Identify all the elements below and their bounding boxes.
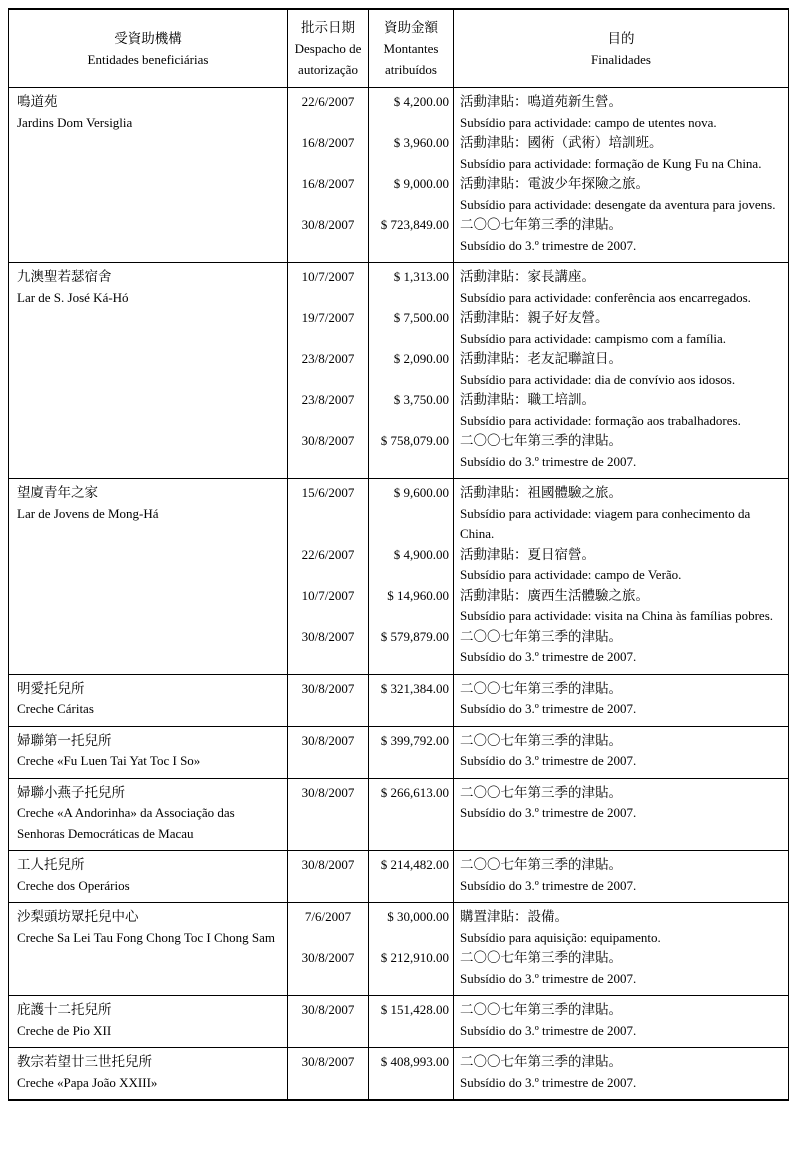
- authorization-date: 15/6/2007: [288, 479, 369, 545]
- authorization-date: 30/8/2007: [288, 1048, 369, 1099]
- purpose-pt: Subsídio do 3.º trimestre de 2007.: [460, 805, 637, 820]
- purpose-cell: [454, 349, 788, 390]
- entity-cell: [9, 779, 288, 851]
- purpose-zh: 活動津貼：夏日宿營。: [460, 546, 595, 562]
- purpose-zh: 活動津貼：廣西生活體驗之旅。: [460, 587, 649, 603]
- entity-name-zh: 鳴道苑: [17, 94, 58, 109]
- entity-cell: [9, 88, 288, 262]
- header-date-pt: Despacho de autorização: [294, 41, 362, 77]
- header-amount-zh: 資助金額: [384, 20, 438, 35]
- header-date-zh: 批示日期: [301, 20, 355, 35]
- authorization-date: 23/8/2007: [288, 349, 369, 390]
- entity-name-pt: Creche «A Andorinha» da Associação das Senhoras Democráticas de Macau: [17, 805, 235, 841]
- purpose-pt: Subsídio para actividade: formação aos trabalhadores.: [460, 412, 741, 428]
- purpose-zh: 活動津貼：國術（武術）培訓班。: [460, 135, 663, 150]
- authorization-date: 30/8/2007: [288, 727, 369, 778]
- purpose-pt: Subsídio do 3.º trimestre de 2007.: [460, 1074, 637, 1090]
- purpose-pt: Subsídio do 3.º trimestre de 2007.: [460, 453, 637, 469]
- granted-amount: $ 212,910.00: [369, 948, 454, 995]
- entity-name-pt: Creche Sa Lei Tau Fong Chong Toc I Chong Sam: [17, 929, 276, 945]
- purpose-pt: Subsídio para aquisição: equipamento.: [460, 929, 661, 945]
- granted-amount: $ 30,000.00: [369, 903, 454, 948]
- purpose-zh: 活動津貼：職工培訓。: [460, 392, 595, 407]
- table-row-group: [9, 674, 788, 726]
- header-entities-pt: Entidades beneficiárias: [87, 51, 209, 67]
- granted-amount: $ 7,500.00: [369, 308, 454, 349]
- table-header-row: [9, 10, 788, 87]
- entity-cell: [9, 903, 288, 995]
- entity-name-zh: 望廈青年之家: [17, 485, 98, 500]
- header-purpose-pt: Finalidades: [591, 51, 651, 67]
- granted-amount: $ 3,750.00: [369, 390, 454, 431]
- table-row-group: [9, 726, 788, 778]
- entity-name-pt: Creche «Fu Luen Tai Yat Toc I So»: [17, 753, 201, 768]
- authorization-date: 10/7/2007: [288, 263, 369, 308]
- entity-name-zh: 工人托兒所: [17, 857, 85, 872]
- table-row-group: [9, 1047, 788, 1099]
- authorization-date: 30/8/2007: [288, 675, 369, 726]
- authorization-date: 22/6/2007: [288, 545, 369, 586]
- authorization-date: 22/6/2007: [288, 88, 369, 133]
- purpose-cell: [454, 948, 788, 995]
- purpose-pt: Subsídio do 3.º trimestre de 2007.: [460, 877, 637, 893]
- purpose-zh: 活動津貼：電波少年探險之旅。: [460, 176, 649, 191]
- entity-name-pt: Creche Cáritas: [17, 701, 94, 716]
- entity-name-zh: 九澳聖若瑟宿舍: [17, 269, 112, 284]
- granted-amount: $ 1,313.00: [369, 263, 454, 308]
- purpose-cell: [454, 996, 788, 1047]
- entity-cell: [9, 263, 288, 478]
- entity-name-zh: 庇護十二托兒所: [17, 1002, 112, 1017]
- purpose-zh: 活動津貼：祖國體驗之旅。: [460, 485, 622, 500]
- entity-name-pt: Lar de Jovens de Mong-Há: [17, 505, 159, 521]
- granted-amount: $ 14,960.00: [369, 586, 454, 627]
- purpose-cell: [454, 779, 788, 851]
- granted-amount: $ 9,600.00: [369, 479, 454, 545]
- purpose-zh: 活動津貼：老友記聯誼日。: [460, 351, 622, 366]
- purpose-zh: 二〇〇七年第三季的津貼。: [460, 433, 622, 448]
- purpose-cell: [454, 586, 788, 627]
- authorization-date: 10/7/2007: [288, 586, 369, 627]
- purpose-cell: [454, 545, 788, 586]
- purpose-cell: [454, 903, 788, 948]
- authorization-date: 30/8/2007: [288, 431, 369, 478]
- authorization-date: 7/6/2007: [288, 903, 369, 948]
- purpose-cell: [454, 479, 788, 545]
- table-row-group: [9, 87, 788, 262]
- entity-name-pt: Creche «Papa João XXIII»: [17, 1074, 158, 1090]
- table-row-group: [9, 262, 788, 478]
- purpose-cell: [454, 88, 788, 133]
- purpose-zh: 二〇〇七年第三季的津貼。: [460, 680, 622, 696]
- authorization-date: 30/8/2007: [288, 779, 369, 851]
- purpose-zh: 活動津貼：鳴道苑新生營。: [460, 94, 622, 109]
- entity-name-pt: Creche dos Operários: [17, 877, 130, 893]
- header-entities-zh: 受資助機構: [114, 30, 182, 46]
- purpose-zh: 二〇〇七年第三季的津貼。: [460, 628, 622, 644]
- authorization-date: 16/8/2007: [288, 174, 369, 215]
- header-purpose: [454, 10, 788, 87]
- entity-name-zh: 婦聯小燕子托兒所: [17, 784, 125, 800]
- purpose-pt: Subsídio do 3.º trimestre de 2007.: [460, 701, 637, 716]
- granted-amount: $ 723,849.00: [369, 215, 454, 262]
- purpose-cell: [454, 675, 788, 726]
- table-body: [9, 87, 788, 1099]
- purpose-zh: 二〇〇七年第三季的津貼。: [460, 857, 622, 872]
- entity-cell: [9, 727, 288, 778]
- purpose-zh: 二〇〇七年第三季的津貼。: [460, 217, 622, 232]
- purpose-pt: Subsídio para actividade: viagem para conhecimento da China.: [460, 505, 751, 541]
- authorization-date: 30/8/2007: [288, 948, 369, 995]
- granted-amount: $ 579,879.00: [369, 627, 454, 674]
- granted-amount: $ 758,079.00: [369, 431, 454, 478]
- header-amount-pt: Montantes atribuídos: [383, 41, 439, 77]
- purpose-cell: [454, 133, 788, 174]
- granted-amount: $ 4,200.00: [369, 88, 454, 133]
- purpose-cell: [454, 431, 788, 478]
- table-row-group: [9, 778, 788, 851]
- entity-name-zh: 婦聯第一托兒所: [17, 732, 112, 748]
- purpose-pt: Subsídio para actividade: formação de Kung Fu na China.: [460, 155, 762, 171]
- entity-cell: [9, 996, 288, 1047]
- granted-amount: $ 321,384.00: [369, 675, 454, 726]
- entity-cell: [9, 851, 288, 902]
- purpose-pt: Subsídio do 3.º trimestre de 2007.: [460, 649, 637, 664]
- purpose-zh: 二〇〇七年第三季的津貼。: [460, 1002, 622, 1017]
- table-row-group: [9, 850, 788, 902]
- purpose-pt: Subsídio para actividade: campismo com a família.: [460, 330, 727, 346]
- entity-name-pt: Lar de S. José Ká-Hó: [17, 289, 129, 305]
- authorization-date: 30/8/2007: [288, 627, 369, 674]
- table-row-group: [9, 478, 788, 674]
- table-row-group: [9, 902, 788, 995]
- authorization-date: 30/8/2007: [288, 215, 369, 262]
- authorization-date: 30/8/2007: [288, 996, 369, 1047]
- entity-cell: [9, 1048, 288, 1099]
- entity-name-zh: 沙梨頭坊眾托兒中心: [17, 909, 139, 924]
- purpose-pt: Subsídio para actividade: desengate da aventura para jovens.: [460, 196, 776, 212]
- purpose-cell: [454, 727, 788, 778]
- purpose-cell: [454, 627, 788, 674]
- purpose-pt: Subsídio do 3.º trimestre de 2007.: [460, 753, 637, 768]
- purpose-pt: Subsídio para actividade: campo de utentes nova.: [460, 114, 717, 130]
- entity-name-pt: Jardins Dom Versiglia: [17, 114, 133, 130]
- authorization-date: 30/8/2007: [288, 851, 369, 902]
- header-purpose-zh: 目的: [607, 30, 635, 46]
- purpose-zh: 二〇〇七年第三季的津貼。: [460, 732, 622, 748]
- table-row-group: [9, 995, 788, 1047]
- purpose-cell: [454, 1048, 788, 1099]
- granted-amount: $ 3,960.00: [369, 133, 454, 174]
- purpose-cell: [454, 390, 788, 431]
- header-authorization-date: [288, 10, 369, 87]
- purpose-cell: [454, 215, 788, 262]
- purpose-cell: [454, 263, 788, 308]
- subsidy-table: [8, 8, 789, 1101]
- authorization-date: 19/7/2007: [288, 308, 369, 349]
- purpose-pt: Subsídio do 3.º trimestre de 2007.: [460, 970, 637, 986]
- purpose-zh: 二〇〇七年第三季的津貼。: [460, 1054, 622, 1069]
- purpose-pt: Subsídio do 3.º trimestre de 2007.: [460, 1022, 637, 1038]
- entity-name-zh: 教宗若望廿三世托兒所: [17, 1054, 152, 1069]
- granted-amount: $ 399,792.00: [369, 727, 454, 778]
- purpose-zh: 二〇〇七年第三季的津貼。: [460, 950, 622, 965]
- entity-cell: [9, 675, 288, 726]
- purpose-zh: 二〇〇七年第三季的津貼。: [460, 784, 622, 800]
- purpose-pt: Subsídio para actividade: conferência aos encarregados.: [460, 289, 751, 305]
- granted-amount: $ 214,482.00: [369, 851, 454, 902]
- purpose-cell: [454, 308, 788, 349]
- purpose-pt: Subsídio para actividade: campo de Verão.: [460, 567, 682, 582]
- granted-amount: $ 4,900.00: [369, 545, 454, 586]
- granted-amount: $ 151,428.00: [369, 996, 454, 1047]
- purpose-pt: Subsídio do 3.º trimestre de 2007.: [460, 237, 637, 253]
- purpose-zh: 活動津貼：親子好友營。: [460, 310, 609, 325]
- purpose-cell: [454, 851, 788, 902]
- purpose-pt: Subsídio para actividade: visita na China às famílias pobres.: [460, 608, 774, 623]
- purpose-cell: [454, 174, 788, 215]
- header-entities: [9, 10, 288, 87]
- purpose-zh: 購置津貼：設備。: [460, 909, 568, 924]
- granted-amount: $ 408,993.00: [369, 1048, 454, 1099]
- entity-name-zh: 明愛托兒所: [17, 680, 85, 696]
- entity-name-pt: Creche de Pio XII: [17, 1022, 112, 1038]
- purpose-zh: 活動津貼：家長講座。: [460, 269, 595, 284]
- header-amount: [369, 10, 454, 87]
- authorization-date: 23/8/2007: [288, 390, 369, 431]
- authorization-date: 16/8/2007: [288, 133, 369, 174]
- entity-cell: [9, 479, 288, 674]
- granted-amount: $ 2,090.00: [369, 349, 454, 390]
- granted-amount: $ 266,613.00: [369, 779, 454, 851]
- purpose-pt: Subsídio para actividade: dia de convívio aos idosos.: [460, 371, 736, 387]
- granted-amount: $ 9,000.00: [369, 174, 454, 215]
